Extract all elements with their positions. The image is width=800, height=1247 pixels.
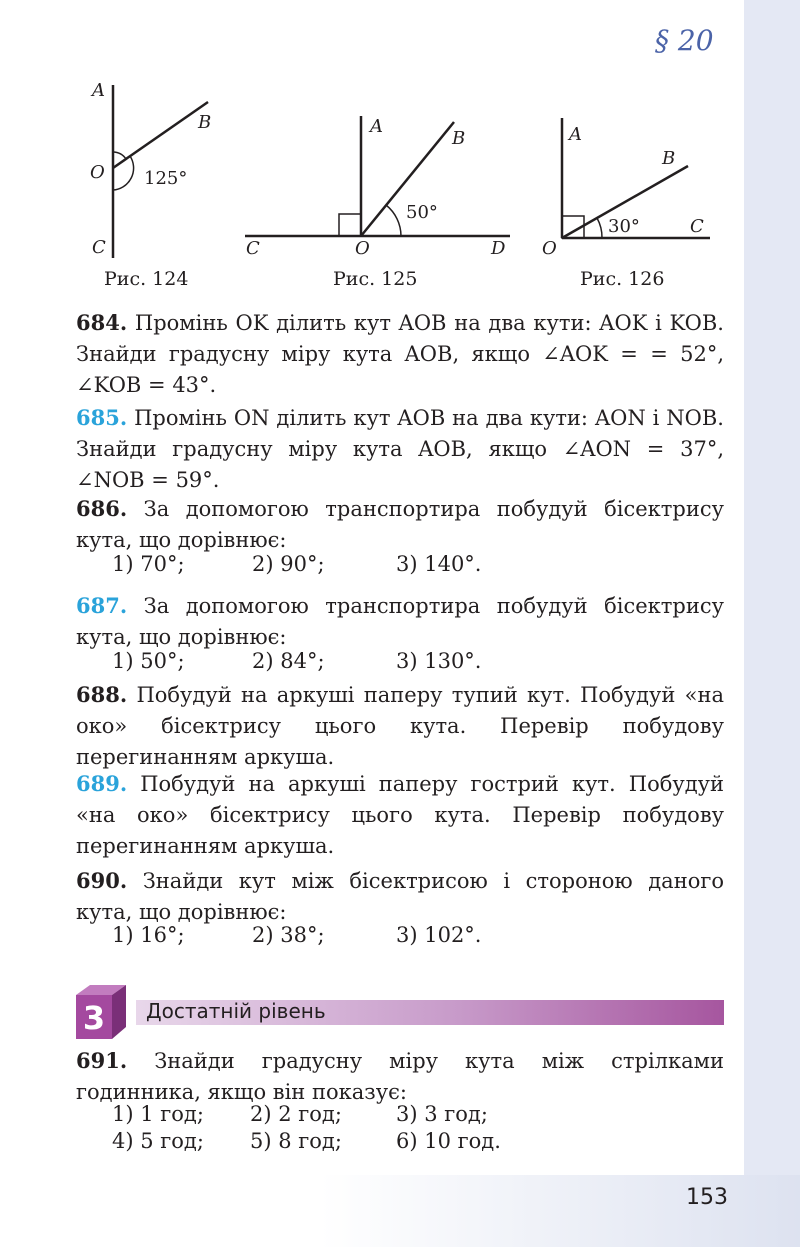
label-o: O <box>90 162 105 183</box>
problem-number: 691. <box>76 1048 128 1073</box>
angle-arc-small <box>113 152 126 159</box>
answer-option: 3) 102°. <box>396 923 482 947</box>
answer-option: 6) 10 год. <box>396 1129 501 1153</box>
problem-number: 688. <box>76 682 128 707</box>
label-d: D <box>491 238 506 259</box>
section-mark: § 20 <box>655 24 714 57</box>
answer-option: 2) 2 год; <box>250 1102 342 1126</box>
page-bottom-band <box>0 1175 800 1247</box>
problem-text: Побудуй на аркуші паперу тупий кут. Побудуй «на око» бісектрису цього кута. Перевір побудову перегинанням аркуша. <box>76 683 724 769</box>
angle-value: 50° <box>406 202 438 223</box>
angle-arc <box>386 205 401 236</box>
answer-option: 3) 140°. <box>396 552 482 576</box>
answer-option: 1) 70°; <box>112 552 185 576</box>
label-c: C <box>690 216 704 237</box>
label-b: B <box>662 148 676 169</box>
answer-option: 2) 38°; <box>252 923 325 947</box>
problem-690 <box>76 865 724 928</box>
answer-option: 2) 84°; <box>252 649 325 673</box>
answer-option: 1) 50°; <box>112 649 185 673</box>
angle-arc <box>597 218 602 238</box>
figure-125 <box>240 110 520 260</box>
page-side-band <box>744 0 800 1175</box>
label-a: A <box>92 80 105 101</box>
label-b: B <box>198 112 212 133</box>
ray-ob <box>113 102 208 168</box>
label-a: A <box>370 116 383 137</box>
angle-value: 125° <box>144 168 188 189</box>
problem-number: 690. <box>76 868 128 893</box>
label-o: O <box>542 238 557 259</box>
answer-option: 1) 16°; <box>112 923 185 947</box>
right-angle-mark <box>339 214 361 236</box>
answer-option: 5) 8 год; <box>250 1129 342 1153</box>
problem-text: Промінь ON ділить кут AOB на два кути: AON і NOB. Знайди градусну міру кута AOB, якщо ∠AON = 37°, ∠NOB = 59°. <box>76 406 724 492</box>
problem-text: За допомогою транспортира побудуй бісектрису кута, що дорівнює: <box>76 594 724 649</box>
problem-687 <box>76 590 724 653</box>
level-title: Достатній рівень <box>146 999 326 1023</box>
angle-value: 30° <box>608 216 640 237</box>
answer-option: 1) 1 год; <box>112 1102 204 1126</box>
figure-124 <box>80 70 230 270</box>
problem-number: 684. <box>76 310 128 335</box>
figure-124-caption: Рис. 124 <box>104 268 189 290</box>
label-c: C <box>92 237 106 258</box>
label-o: O <box>355 238 370 259</box>
problem-text: Знайди кут між бісектрисою і стороною даного кута, що дорівнює: <box>76 869 724 924</box>
problem-689 <box>76 768 724 862</box>
level-heading <box>76 985 724 1039</box>
problem-number: 687. <box>76 593 128 618</box>
problem-684 <box>76 307 724 401</box>
problem-text: За допомогою транспортира побудуй бісектрису кута, що дорівнює: <box>76 497 724 552</box>
figure-126-caption: Рис. 126 <box>580 268 665 290</box>
answer-option: 3) 130°. <box>396 649 482 673</box>
problem-text: Знайди градусну міру кута між стрілками годинника, якщо він показує: <box>76 1049 724 1104</box>
figure-125-caption: Рис. 125 <box>333 268 418 290</box>
label-b: B <box>452 128 466 149</box>
figure-126 <box>538 110 718 260</box>
problem-number: 686. <box>76 496 128 521</box>
problem-686 <box>76 493 724 556</box>
level-number: 3 <box>82 999 106 1037</box>
problem-685 <box>76 402 724 496</box>
answer-option: 4) 5 год; <box>112 1129 204 1153</box>
problem-text: Побудуй на аркуші паперу гострий кут. Побудуй «на око» бісектрису цього кута. Перевір побудову перегинанням аркуша. <box>76 772 724 858</box>
level-cube-icon <box>76 985 126 1039</box>
problem-text: Промінь OK ділить кут AOB на два кути: AOK і KOB. Знайди градусну міру кута AOB, якщо ∠AOK = = 52°, ∠KOB = 43°. <box>76 311 724 397</box>
problem-number: 689. <box>76 771 128 796</box>
problem-number: 685. <box>76 405 128 430</box>
answer-option: 3) 3 год; <box>396 1102 488 1126</box>
problem-688 <box>76 679 724 773</box>
label-a: A <box>569 124 582 145</box>
label-c: C <box>246 238 260 259</box>
page-number: 153 <box>686 1185 728 1210</box>
answer-option: 2) 90°; <box>252 552 325 576</box>
